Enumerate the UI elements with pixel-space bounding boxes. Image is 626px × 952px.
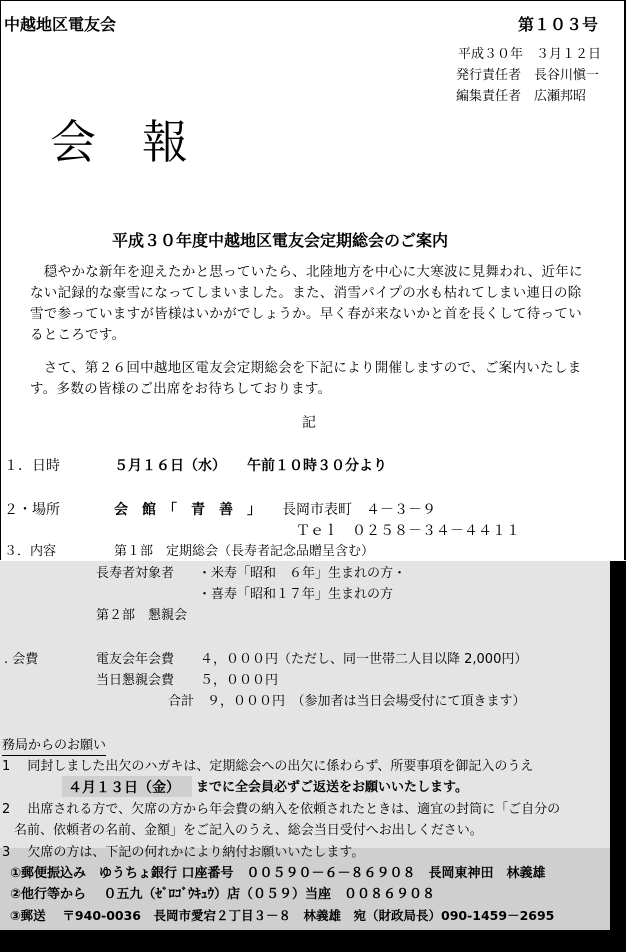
part2: 第２部 懇親会 [96, 608, 188, 623]
intro-line: 雪で参っていますが皆様はいかがでしょうか。早く春が来ないかと首を長くして待ってい [30, 306, 582, 322]
intro-line: ない記録的な豪雪になってしまいました。また、消雪パイプの水も枯れてしまい連日の除 [30, 285, 582, 301]
elder-line-1: ・米寿「昭和 ６年」生まれの方・ [198, 566, 407, 581]
content-label: ３．内容 [4, 544, 57, 559]
date-label: １．日時 [4, 458, 60, 474]
place-tel: Ｔｅｌ ０２５８－３４－４４１１ [296, 523, 520, 539]
publisher: 発行責任者 長谷川愼一 [456, 68, 600, 83]
notice-line: す。多数の皆様のご出席をお待ちしております。 [30, 381, 332, 397]
office-item-1: 1 同封しました出欠のハガキは、定期総会への出欠に係わらず、所要事項を御記入のうえ [2, 759, 534, 774]
place-label: ２・場所 [4, 502, 60, 518]
right-dark-bar [610, 561, 626, 952]
place-name: 会 館 「 青 善 」 [114, 502, 261, 518]
office-item-2: 2 出席される方で、欠席の方から年会費の納入を依頼されたときは、適宜の封筒に「ご自分の [2, 802, 561, 817]
bottom-black-strip [0, 930, 626, 952]
page-title: 会 報 [50, 115, 188, 169]
intro-paragraph [30, 262, 583, 346]
office-item-1-request: までに全会員必ずご返送をお願いいたします。 [196, 780, 468, 795]
part1: 第１部 定期総会（長寿者記念品贈呈含む） [114, 544, 375, 559]
fee-party: 当日懇親会費 ５，０００円 [96, 673, 279, 688]
elder-line-2: ・喜寿「昭和１７年」生まれの方 [198, 587, 394, 602]
place-address: 長岡市表町 ４－３－９ [282, 502, 436, 518]
intro-line: 穏やかな新年を迎えたかと思っていたら、北陸地方を中心に大寒波に見舞われ、近年に [30, 264, 583, 280]
intro-line: るところです。 [30, 327, 126, 343]
org-name: 中越地区電友会 [4, 15, 117, 34]
editor: 編集責任者 広瀬邦昭 [456, 89, 587, 104]
deadline-date: ４月１３日（金） [68, 780, 180, 796]
section-heading: 平成３０年度中越地区電友会定期総会のご案内 [112, 231, 449, 250]
office-item-1-cont [196, 779, 468, 797]
elder-label: 長寿者対象者 [96, 566, 175, 581]
payment-mail: ③郵送 〒940-0036 長岡市愛宕２丁目３－８ 林義雄 宛（財政局長）090-1459－2695 [10, 908, 555, 923]
notice-line: さて、第２６回中越地区電友会定期総会を下記により開催しますので、ご案内いたしま [30, 360, 582, 376]
issue-date: 平成３０年 ３月１２日 [458, 47, 602, 62]
office-item-2-cont: 名前、依頼者の名前、金額」をご記入のうえ、総会当日受付へお出しください。 [14, 823, 483, 838]
office-item-3: 3 欠席の方は、下記の何れかにより納付お願いいたします。 [2, 845, 365, 860]
fee-annual: 電友会年会費 ４，０００円（ただし、同一世帯二人目以降 2,000円） [96, 652, 528, 667]
fee-label: . 会費 [4, 652, 39, 667]
payment-bank: ②他行等から ０五九（ｾﾞﾛｺﾞｳｷｭｳ）店（０５９）当座 ００８６９０８ [10, 887, 436, 902]
date-value: ５月１６日（水） 午前１０時３０分より [114, 458, 387, 474]
office-heading: 務局からのお願い [2, 737, 106, 756]
payment-postal: ①郵便振込み ゆうちょ銀行 口座番号 ００５９０－６－８６９０８ 長岡東神田 林義雄 [10, 866, 546, 881]
ki-mark: 記 [302, 415, 316, 431]
notice-paragraph [30, 358, 581, 400]
issue-number: 第１０３号 [518, 15, 599, 34]
fee-total: 合計 ９，０００円 （参加者は当日会場受付にて頂きます） [168, 694, 526, 709]
